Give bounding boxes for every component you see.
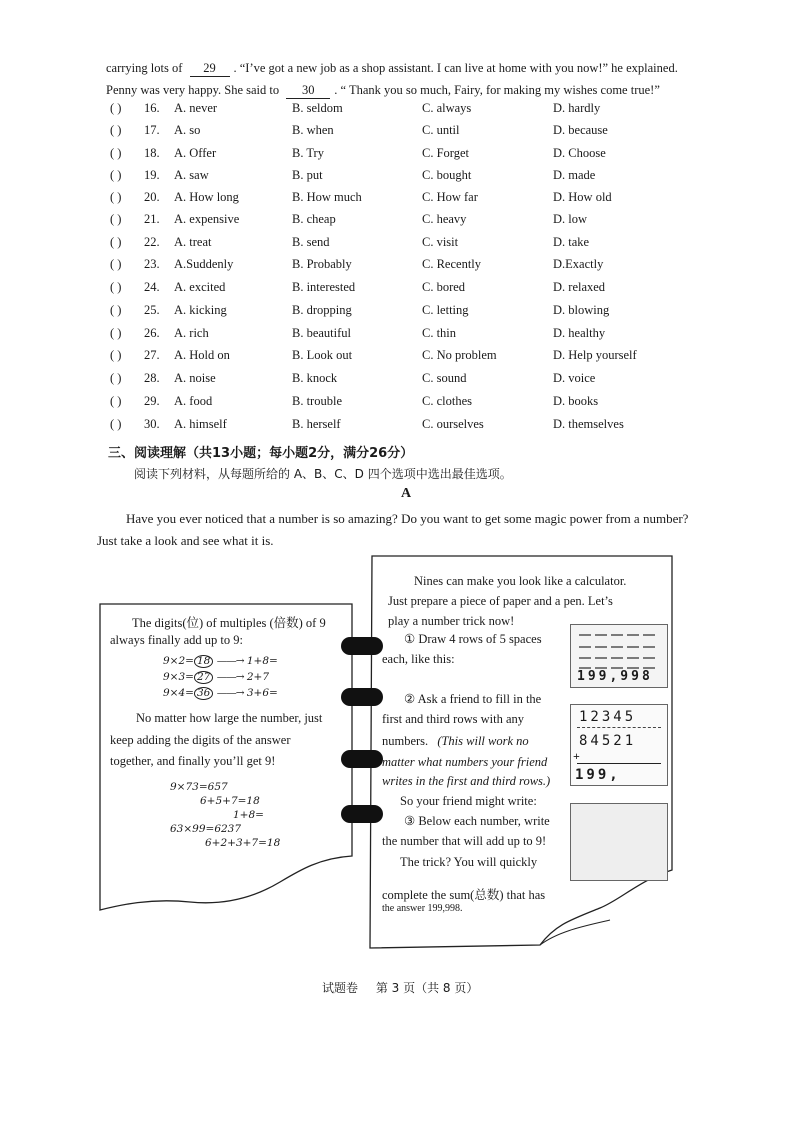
step-2-note-start: (This will work no bbox=[437, 734, 529, 748]
footer bbox=[322, 979, 478, 996]
option-c: C. No problem bbox=[422, 348, 497, 362]
trick-line-3: the answer 199,998. bbox=[382, 903, 463, 914]
option-a: A. expensive bbox=[174, 212, 240, 226]
answer-blank[interactable]: ( ) bbox=[110, 146, 122, 160]
option-c: C. sound bbox=[422, 371, 467, 385]
blank-29: 29 bbox=[190, 61, 230, 77]
answer-blank[interactable]: ( ) bbox=[110, 123, 122, 137]
step-2-line-3 bbox=[382, 734, 529, 749]
option-c: C. Recently bbox=[422, 257, 482, 271]
option-c: C. clothes bbox=[422, 394, 472, 408]
option-c: C. always bbox=[422, 101, 472, 115]
option-c: C. How far bbox=[422, 190, 478, 204]
option-d: D.Exactly bbox=[553, 257, 604, 271]
answer-blank[interactable]: ( ) bbox=[110, 348, 122, 362]
option-b: B. put bbox=[292, 168, 323, 182]
option-d: D. themselves bbox=[553, 417, 624, 431]
answer-blank[interactable]: ( ) bbox=[110, 326, 122, 340]
option-c: C. visit bbox=[422, 235, 459, 249]
right-panel-line-1: Nines can make you look like a calculator. bbox=[414, 574, 627, 588]
option-b: B. seldom bbox=[292, 101, 343, 115]
option-d: D. hardly bbox=[553, 101, 601, 115]
equation-1-left: 9×2= bbox=[163, 655, 194, 667]
option-b: B. beautiful bbox=[292, 326, 352, 340]
option-b: B. herself bbox=[292, 417, 341, 431]
question-number: 29. bbox=[144, 394, 160, 408]
option-c: C. Forget bbox=[422, 146, 469, 160]
step-2-line-6: So your friend might write: bbox=[400, 794, 537, 808]
right-paper-fold bbox=[540, 920, 610, 945]
right-panel-line-3: play a number trick now! bbox=[388, 614, 515, 628]
plus-sign: + bbox=[573, 749, 580, 763]
equation-3: 9×4= 36 ——→ 3+6= bbox=[163, 687, 278, 699]
question-number: 21. bbox=[144, 212, 160, 226]
binder-ring bbox=[341, 637, 383, 655]
left-panel-line-2: always finally add up to 9: bbox=[110, 633, 243, 647]
question-number: 23. bbox=[144, 257, 160, 271]
option-d: D. because bbox=[553, 123, 608, 137]
example-line-5: 6+2+3+7=18 bbox=[205, 837, 281, 849]
question-number: 25. bbox=[144, 303, 160, 317]
step-2-line-5: writes in the first and third rows.) bbox=[382, 774, 551, 788]
option-b: B. cheap bbox=[292, 212, 336, 226]
step-3-line-1: ③ Below each number, write bbox=[404, 814, 550, 828]
box2-total: 199, bbox=[575, 767, 621, 783]
option-a: A. Hold on bbox=[174, 348, 230, 362]
binder-ring bbox=[341, 805, 383, 823]
equation-1: 9×2= 18 ——→ 1+8= bbox=[163, 655, 278, 667]
option-a: A. himself bbox=[174, 417, 227, 431]
option-b: B. Look out bbox=[292, 348, 353, 362]
example-line-4: 63×99=6237 bbox=[170, 823, 242, 835]
left-paragraph-line-2: keep adding the digits of the answer bbox=[110, 733, 291, 747]
option-b: B. send bbox=[292, 235, 330, 249]
answer-blank[interactable]: ( ) bbox=[110, 280, 122, 294]
question-number: 16. bbox=[144, 101, 160, 115]
option-b: B. trouble bbox=[292, 394, 342, 408]
option-b: B. Try bbox=[292, 146, 324, 160]
equation-3-left: 9×4= bbox=[163, 687, 194, 699]
option-a: A. saw bbox=[174, 168, 209, 182]
passage-para-line-1: Have you ever noticed that a number is so amazing? Do you want to get some magic power from a number? bbox=[126, 511, 689, 526]
question-number: 17. bbox=[144, 123, 160, 137]
step-1-line-1: ① Draw 4 rows of 5 spaces bbox=[404, 632, 542, 646]
sum-line bbox=[577, 763, 661, 764]
answer-blank[interactable]: ( ) bbox=[110, 257, 122, 271]
box2-divider bbox=[577, 727, 661, 728]
step-2-numbers: numbers. bbox=[382, 734, 429, 748]
answer-blank[interactable]: ( ) bbox=[110, 168, 122, 182]
step-3-line-2: the number that will add up to 9! bbox=[382, 834, 547, 848]
intro-line-2-suffix: . “ Thank you so much, Fairy, for making my wishes come true!” bbox=[334, 83, 660, 97]
equation-3-sum: 3+6= bbox=[246, 687, 278, 699]
step-2-line-2: first and third rows with any bbox=[382, 712, 524, 726]
answer-blank[interactable]: ( ) bbox=[110, 235, 122, 249]
answer-blank[interactable]: ( ) bbox=[110, 371, 122, 385]
illustration-friend-numbers bbox=[570, 704, 668, 786]
option-c: C. bought bbox=[422, 168, 472, 182]
equation-1-sum: 1+8= bbox=[246, 655, 278, 667]
example-line-3: 1+8= bbox=[233, 809, 264, 821]
option-a: A. noise bbox=[174, 371, 216, 385]
step-1-line-2: each, like this: bbox=[382, 652, 455, 666]
option-a: A. never bbox=[174, 101, 218, 115]
section-instruction: 阅读下列材料，从每题所给的 A、B、C、D 四个选项中选出最佳选项。 bbox=[134, 467, 512, 481]
option-d: D. low bbox=[553, 212, 588, 226]
example-line-2: 6+5+7=18 bbox=[200, 795, 260, 807]
example-line-1: 9×73=657 bbox=[170, 781, 228, 793]
question-number: 30. bbox=[144, 417, 160, 431]
option-c: C. bored bbox=[422, 280, 466, 294]
answer-blank[interactable]: ( ) bbox=[110, 101, 122, 115]
option-a: A.Suddenly bbox=[174, 257, 234, 271]
intro-line-2-prefix: Penny was very happy. She said to bbox=[106, 83, 280, 97]
trick-line-1: The trick? You will quickly bbox=[400, 855, 538, 869]
option-d: D. Help yourself bbox=[553, 348, 637, 362]
option-a: A. Offer bbox=[174, 146, 217, 160]
question-number: 20. bbox=[144, 190, 160, 204]
option-c: C. heavy bbox=[422, 212, 467, 226]
box2-row-1: 12345 bbox=[579, 709, 637, 725]
option-d: D. blowing bbox=[553, 303, 610, 317]
option-a: A. kicking bbox=[174, 303, 227, 317]
option-d: D. healthy bbox=[553, 326, 606, 340]
section-heading: 三、阅读理解（共13小题；每小题2分，满分26分） bbox=[108, 446, 414, 461]
question-number: 28. bbox=[144, 371, 160, 385]
question-number: 24. bbox=[144, 280, 160, 294]
answer-blank[interactable]: ( ) bbox=[110, 394, 122, 408]
blank-30: 30 bbox=[286, 83, 330, 99]
question-number: 22. bbox=[144, 235, 160, 249]
option-b: B. knock bbox=[292, 371, 338, 385]
option-d: D. relaxed bbox=[553, 280, 606, 294]
option-b: B. Probably bbox=[292, 257, 352, 271]
binder-ring bbox=[341, 750, 383, 768]
equation-2-result: 27 bbox=[194, 671, 213, 684]
footer-label: 试题卷 bbox=[322, 981, 359, 995]
footer-page: 第 3 页（共 8 页） bbox=[375, 981, 479, 995]
option-a: A. excited bbox=[174, 280, 226, 294]
equation-2: 9×3= 27 ——→ 2+7 bbox=[163, 671, 270, 683]
option-d: D. Choose bbox=[553, 146, 606, 160]
answer-blank[interactable]: ( ) bbox=[110, 190, 122, 204]
box2-row-2: 84521 bbox=[579, 733, 637, 749]
option-d: D. How old bbox=[553, 190, 612, 204]
answer-blank[interactable]: ( ) bbox=[110, 417, 122, 431]
option-c: C. until bbox=[422, 123, 460, 137]
question-number: 18. bbox=[144, 146, 160, 160]
equation-2-left: 9×3= bbox=[163, 671, 194, 683]
option-a: A. How long bbox=[174, 190, 239, 204]
option-d: D. voice bbox=[553, 371, 596, 385]
option-b: B. dropping bbox=[292, 303, 352, 317]
option-a: A. rich bbox=[174, 326, 209, 340]
illustration-blank bbox=[570, 803, 668, 881]
equation-1-result: 18 bbox=[194, 655, 213, 668]
answer-blank[interactable]: ( ) bbox=[110, 212, 122, 226]
question-number: 27. bbox=[144, 348, 160, 362]
passage-para-line-2: Just take a look and see what it is. bbox=[97, 533, 274, 548]
step-2-line-4: matter what numbers your friend bbox=[382, 755, 548, 769]
option-d: D. made bbox=[553, 168, 596, 182]
left-paragraph-line-1: No matter how large the number, just bbox=[136, 711, 323, 725]
illustration-empty-rows bbox=[570, 624, 668, 688]
question-number: 19. bbox=[144, 168, 160, 182]
box1-total: 199,998 bbox=[577, 669, 653, 684]
option-d: D. books bbox=[553, 394, 599, 408]
step-2-line-1: ② Ask a friend to fill in the bbox=[404, 692, 542, 706]
option-c: C. letting bbox=[422, 303, 469, 317]
left-panel-line-1: The digits(位) of multiples (倍数) of 9 bbox=[132, 616, 326, 630]
equation-2-sum: 2+7 bbox=[246, 671, 270, 683]
answer-blank[interactable]: ( ) bbox=[110, 303, 122, 317]
trick-line-2: complete the sum(总数) that has bbox=[382, 888, 546, 902]
option-d: D. take bbox=[553, 235, 590, 249]
option-b: B. How much bbox=[292, 190, 362, 204]
option-b: B. when bbox=[292, 123, 334, 137]
binder-ring bbox=[341, 688, 383, 706]
option-c: C. thin bbox=[422, 326, 457, 340]
option-a: A. treat bbox=[174, 235, 212, 249]
question-number: 26. bbox=[144, 326, 160, 340]
intro-line-1-prefix: carrying lots of bbox=[106, 61, 183, 75]
right-panel-line-2: Just prepare a piece of paper and a pen. Let’s bbox=[388, 594, 613, 608]
intro-line-1-suffix: . “I’ve got a new job as a shop assistant. I can live at home with you now!” he explained. bbox=[233, 61, 678, 75]
left-paragraph-line-3: together, and finally you’ll get 9! bbox=[110, 754, 276, 768]
option-c: C. ourselves bbox=[422, 417, 484, 431]
equation-3-result: 36 bbox=[194, 687, 213, 700]
passage-label: A bbox=[401, 486, 412, 501]
option-b: B. interested bbox=[292, 280, 356, 294]
option-a: A. so bbox=[174, 123, 201, 137]
option-a: A. food bbox=[174, 394, 213, 408]
